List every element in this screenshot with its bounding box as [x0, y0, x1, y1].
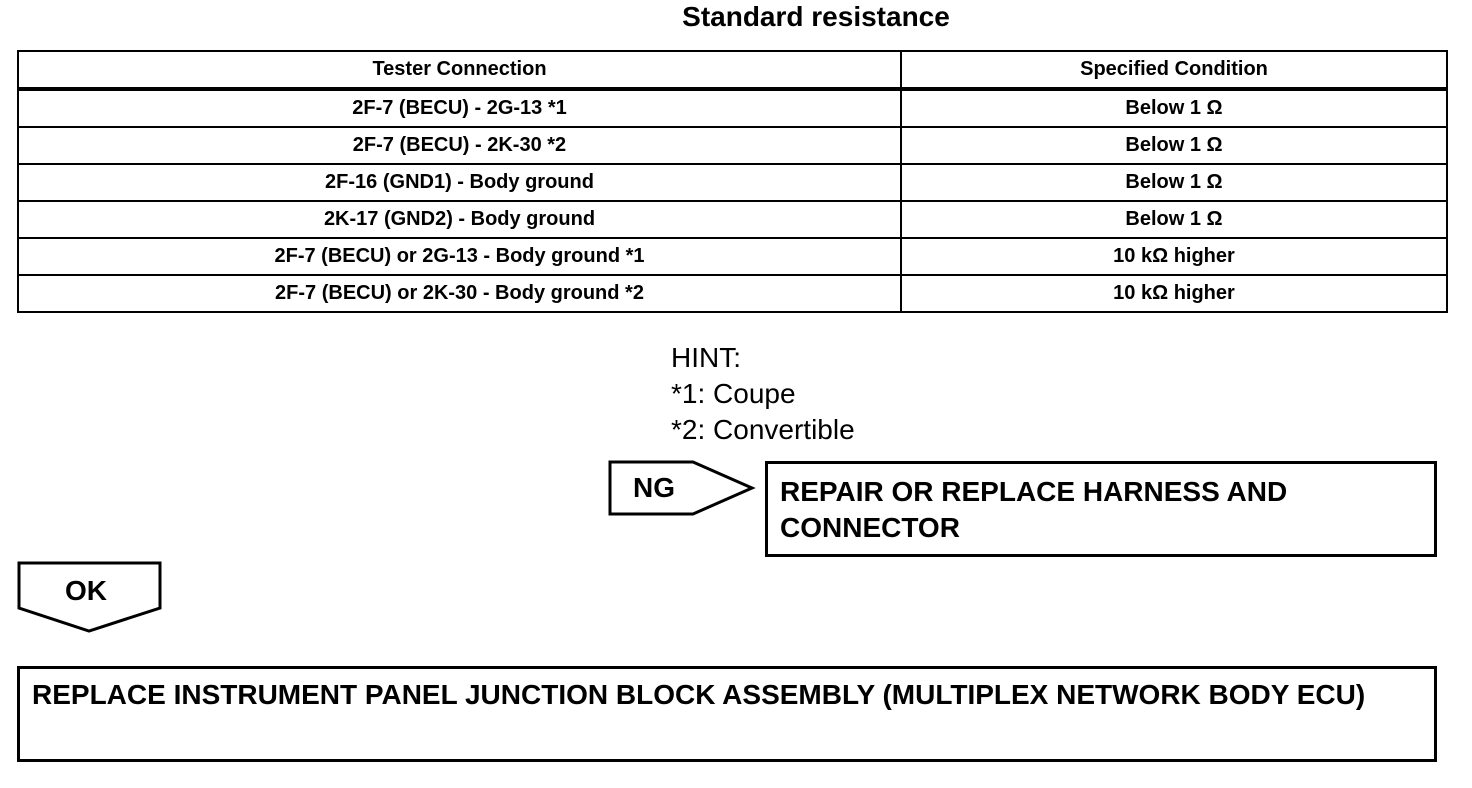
tester-connection-cell: 2F-7 (BECU) or 2G-13 - Body ground *1 — [18, 238, 901, 275]
specified-condition-cell: Below 1 Ω — [901, 164, 1447, 201]
column-header-specified-condition: Specified Condition — [901, 51, 1447, 89]
specified-condition-cell: Below 1 Ω — [901, 127, 1447, 164]
ng-action-box: REPAIR OR REPLACE HARNESS AND CONNECTOR — [765, 461, 1437, 557]
tester-connection-cell: 2F-7 (BECU) - 2G-13 *1 — [18, 89, 901, 127]
ng-label: NG — [633, 472, 675, 503]
column-header-tester-connection: Tester Connection — [18, 51, 901, 89]
tester-connection-cell: 2F-7 (BECU) - 2K-30 *2 — [18, 127, 901, 164]
specified-condition-cell: Below 1 Ω — [901, 201, 1447, 238]
page-title: Standard resistance — [682, 1, 950, 32]
ng-arrow-shape — [610, 462, 752, 514]
ok-label: OK — [65, 575, 107, 606]
hint-note-convertible: *2: Convertible — [671, 414, 855, 445]
tester-connection-cell: 2F-16 (GND1) - Body ground — [18, 164, 901, 201]
specified-condition-cell: Below 1 Ω — [901, 89, 1447, 127]
tester-connection-cell: 2K-17 (GND2) - Body ground — [18, 201, 901, 238]
specified-condition-cell: 10 kΩ higher — [901, 275, 1447, 312]
hint-note-coupe: *1: Coupe — [671, 378, 796, 409]
hint-label: HINT: — [671, 342, 741, 373]
ok-action-box: REPLACE INSTRUMENT PANEL JUNCTION BLOCK ASSEMBLY (MULTIPLEX NETWORK BODY ECU) — [17, 666, 1437, 762]
specified-condition-cell: 10 kΩ higher — [901, 238, 1447, 275]
tester-connection-cell: 2F-7 (BECU) or 2K-30 - Body ground *2 — [18, 275, 901, 312]
